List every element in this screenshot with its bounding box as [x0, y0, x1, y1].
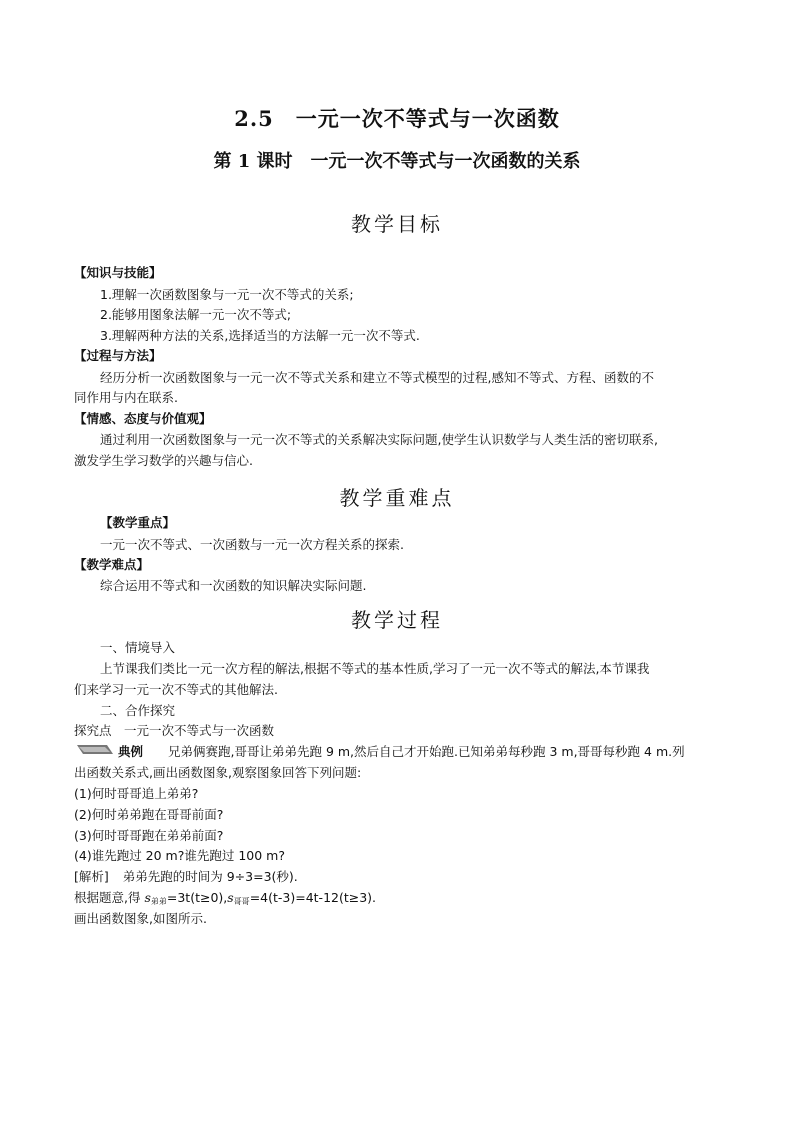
question-4: (4)谁先跑过 20 m?谁先跑过 100 m? — [74, 848, 285, 863]
section-heading-process: 教学过程 — [351, 608, 443, 632]
question-3: (3)何时哥哥跑在弟弟前面? — [74, 828, 224, 843]
formula-elder: =4(t-3)=4t-12(t≥3). — [249, 890, 377, 905]
question-2: (2)何时弟弟跑在哥哥前面? — [74, 807, 224, 822]
formula-prefix: 根据题意,得 — [74, 890, 145, 905]
example-line-1: 兄弟俩赛跑,哥哥让弟弟先跑 9 m,然后自己才开始跑.已知弟弟每秒跑 3 m,哥哥每秒跑 4 m.列 — [168, 744, 685, 759]
formula-s-younger: s — [144, 890, 151, 905]
focus-line: 一元一次不等式、一次函数与一元一次方程关系的探索. — [100, 537, 404, 552]
emotion-line-2: 激发学生学习数学的兴趣与信心. — [74, 453, 253, 468]
difficulty-line: 综合运用不等式和一次函数的知识解决实际问题. — [100, 578, 367, 593]
process-method-line-1: 经历分析一次函数图象与一元一次不等式关系和建立不等式模型的过程,感知不等式、方程、函数的不 — [100, 370, 654, 385]
formula-s-elder: s — [227, 890, 234, 905]
analysis-label: [解析] — [74, 869, 109, 884]
analysis-text: 弟弟先跑的时间为 9÷3=3(秒). — [122, 869, 298, 884]
question-1: (1)何时哥哥追上弟弟? — [74, 786, 199, 801]
focus-heading: 【教学重点】 — [100, 515, 176, 530]
knowledge-item-3: 3.理解两种方法的关系,选择适当的方法解一元一次不等式. — [100, 328, 420, 343]
formula-younger: =3t(t≥0), — [166, 890, 228, 905]
knowledge-item-2: 2.能够用图象法解一元一次不等式; — [100, 307, 292, 322]
example-line-2: 出函数关系式,画出函数图象,观察图象回答下列问题: — [74, 765, 362, 780]
example-marker-icon — [77, 744, 113, 755]
difficulty-heading: 【教学难点】 — [74, 557, 150, 572]
formula-sub-younger: 弟弟 — [150, 897, 167, 906]
explore-point: 探究点 一元一次不等式与一次函数 — [74, 723, 275, 738]
lesson-title: 2.5 一元一次不等式与一次函数 — [234, 106, 560, 131]
process-method-line-2: 同作用与内在联系. — [74, 390, 178, 405]
formula-line — [74, 890, 376, 910]
process-method-heading: 【过程与方法】 — [74, 348, 162, 363]
emotion-heading: 【情感、态度与价值观】 — [74, 411, 212, 426]
draw-graph-line: 画出函数图象,如图所示. — [74, 911, 207, 926]
knowledge-item-1: 1.理解一次函数图象与一元一次不等式的关系; — [100, 287, 354, 302]
knowledge-heading: 【知识与技能】 — [74, 265, 162, 280]
intro-heading: 一、情境导入 — [100, 640, 176, 655]
emotion-line-1: 通过利用一次函数图象与一元一次不等式的关系解决实际问题,使学生认识数学与人类生活的密切联系, — [100, 432, 658, 447]
lesson-subtitle: 第 1 课时 一元一次不等式与一次函数的关系 — [213, 151, 581, 172]
section-heading-key-points: 教学重难点 — [339, 486, 455, 510]
analysis-line — [74, 869, 298, 885]
example-label: 典例 — [118, 744, 144, 759]
intro-line-2: 们来学习一元一次不等式的其他解法. — [74, 682, 278, 697]
section-heading-objectives: 教学目标 — [351, 212, 443, 236]
formula-sub-elder: 哥哥 — [233, 897, 250, 906]
cooperation-heading: 二、合作探究 — [100, 703, 176, 718]
intro-line-1: 上节课我们类比一元一次方程的解法,根据不等式的基本性质,学习了一元一次不等式的解法,本节课我 — [100, 661, 650, 676]
